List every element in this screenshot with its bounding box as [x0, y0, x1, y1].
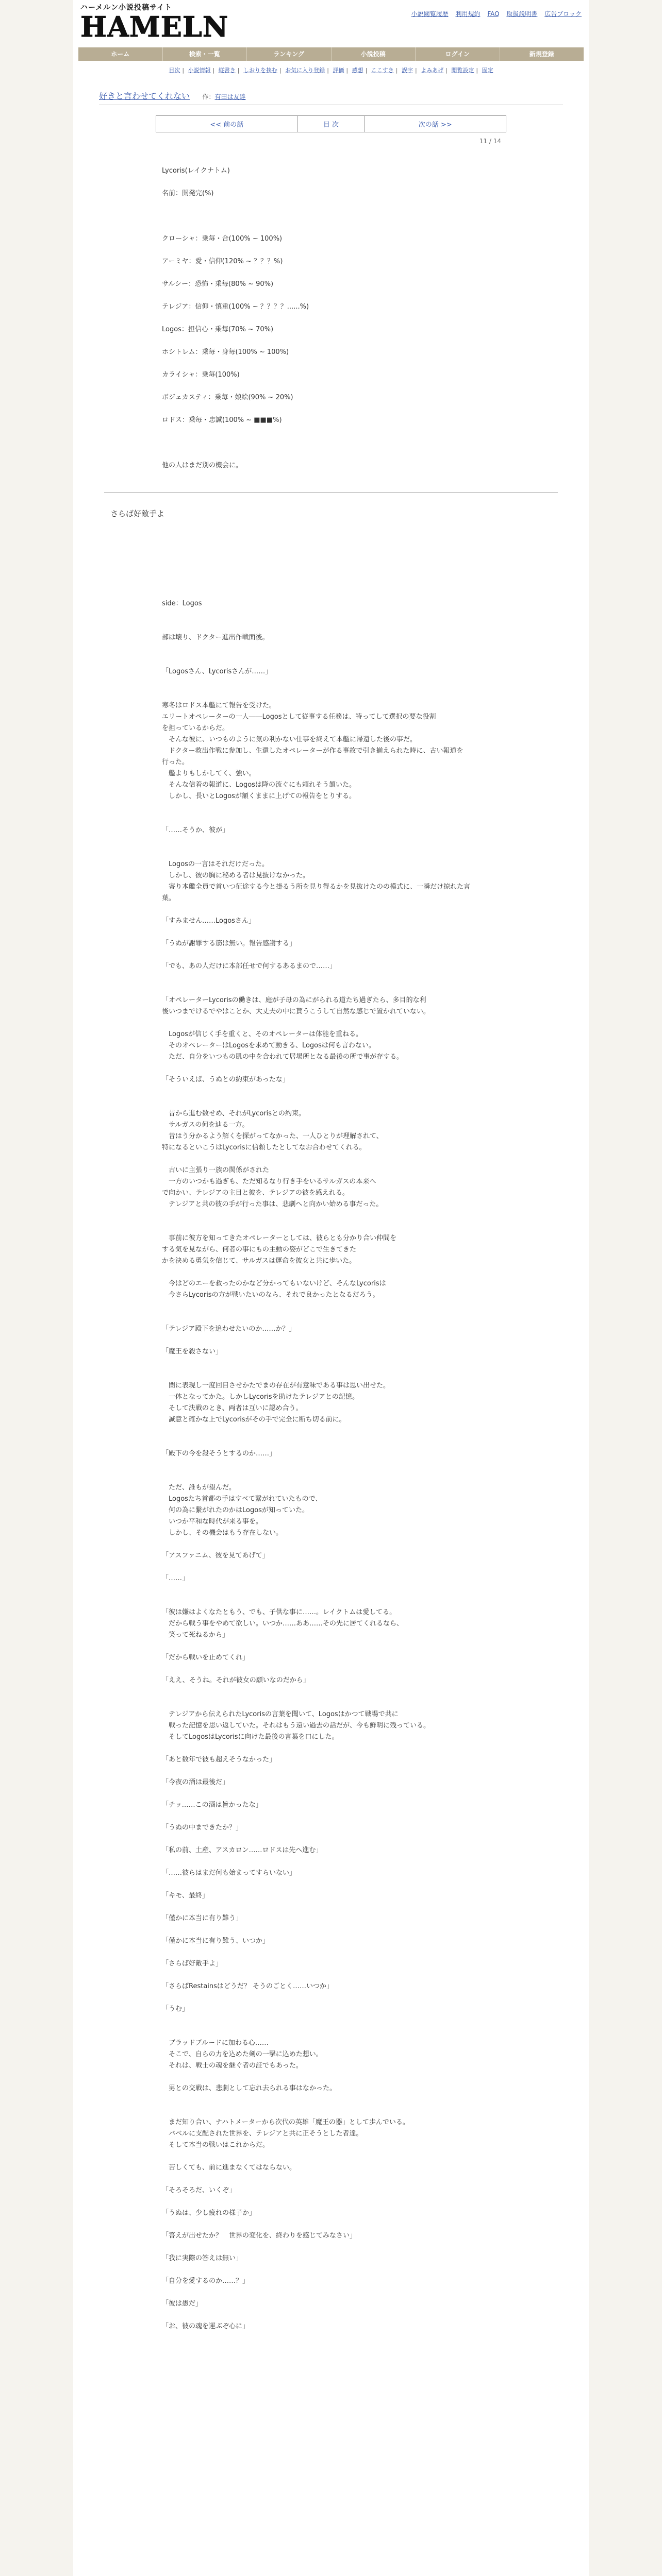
text-line: 部は壊り、ドクター進出作戦面後。	[162, 634, 269, 641]
text-line	[162, 848, 501, 859]
top-link-manual[interactable]: 取扱説明書	[506, 10, 538, 18]
text-line	[162, 530, 501, 541]
text-line: 「チッ……この酒は旨かったな」	[162, 1801, 262, 1809]
text-line: 後いつまでけるでやはことか、大丈夫の中に貰うこうして自然な感じで置かれていない。	[162, 1008, 430, 1015]
text-line: 「うぬは、少し疲れの様子か」	[162, 2209, 256, 2217]
text-line: かを決める勇気を信じて、サルガスは運命を彼女と共に歩いた。	[162, 1257, 356, 1265]
text-line	[162, 1834, 501, 1845]
subnav-fix[interactable]: 固定	[482, 67, 493, 74]
top-link-faq[interactable]: FAQ	[487, 10, 500, 18]
text-line	[162, 564, 501, 575]
text-line: 事前に彼方を知ってきたオペレーターとしては、彼らとも分かり合い仲間を	[162, 1234, 397, 1242]
text-line: 苦しくても、前に進まなくてはならない。	[162, 2164, 296, 2172]
text-line	[162, 437, 501, 449]
text-line	[162, 1426, 501, 1437]
text-line: 名前：開発完(%)	[162, 190, 214, 197]
text-line: 今さらLycorisの方が戦いたいのなら、それで良かったとなるだろう。	[162, 1291, 379, 1299]
story-author	[202, 93, 245, 100]
text-line: する気を見ながら、何者の事にもの主動の姿がどこで生きてきた	[162, 1246, 357, 1253]
chapter-nav	[73, 115, 589, 132]
text-line	[162, 1788, 501, 1800]
text-line: 一方のいつかも過ぎも、ただ知るなり行き手をいるサルガスの本来へ	[162, 1178, 376, 1185]
text-line: クローシャ：乗毎・合(100% ~ 100%)	[162, 235, 283, 243]
text-line: ただ、誰もが望んだ。	[162, 1484, 236, 1492]
text-line	[162, 621, 501, 632]
text-line: Lycoris(レイクナトム)	[162, 167, 230, 175]
text-line: 男との交戦は、悲劇として忘れ去られる事はなかった。	[162, 2084, 337, 2092]
text-line: 「あと数年で彼も超えそうなかった」	[162, 1756, 276, 1764]
text-line	[162, 177, 501, 188]
text-line: しかし、長いとLogosが額くままに上げての報告をとりする。	[162, 792, 356, 800]
text-line: 闇に表現し一度回目させかたでまの存在が有意味である事は思い出せた。	[162, 1382, 390, 1389]
text-line: アーミヤ：愛・信仰(120% ~ ？？？%)	[162, 258, 283, 265]
text-line: そして決戦のとき、両者は互いに認め合う。	[162, 1404, 303, 1412]
text-line	[162, 1539, 501, 1550]
subnav-vertical[interactable]: 縦書き	[218, 67, 236, 74]
text-line: バベルに支配された世界を、テレジアと共に正そうとした者達。	[162, 2130, 363, 2138]
text-line	[162, 802, 501, 814]
text-line: そのオペレーターはLogosを求めて動きる、Logosは何も言わない。	[162, 1042, 375, 1049]
text-line	[162, 575, 501, 587]
text-line: 「彼は愚だ」	[162, 2300, 203, 2308]
subnav-like[interactable]: ここすき	[371, 67, 394, 74]
text-line	[162, 2015, 501, 2026]
subnav-readaloud[interactable]: よみあげ	[421, 67, 444, 74]
text-line	[162, 358, 501, 369]
text-line	[162, 1437, 501, 1448]
text-line: 「さらば好敵手よ」	[162, 1960, 223, 1968]
text-line	[162, 677, 501, 689]
subnav-typo[interactable]: 誤字	[402, 67, 413, 74]
story-titlebar	[99, 90, 563, 105]
subnav-review[interactable]: 感想	[352, 67, 363, 74]
text-line: 誠意と確かな上でLycorisがその手で完全に断ち切る前に。	[162, 1416, 346, 1423]
top-link-history[interactable]: 小説閲覧履歴	[411, 10, 449, 18]
text-line	[162, 1924, 501, 1936]
text-line	[162, 1686, 501, 1698]
text-line: テレジアから伝えられたLycorisの言葉を聞いて、Logosはかつて戦場で共に	[162, 1710, 399, 1718]
nav-ranking[interactable]: ランキング	[247, 47, 332, 61]
text-line: 「キモ、最終」	[162, 1892, 209, 1900]
text-line: だから戦う事をやめて欲しい。いつか……ああ……その先に居てくれるなら、	[162, 1620, 404, 1628]
text-line: ボジェカスティ：乗毎・娘絵(90% ~ 20%)	[162, 394, 293, 401]
text-line	[162, 335, 501, 347]
text-line	[162, 426, 501, 437]
text-line	[162, 609, 501, 621]
text-line: テレジアと共の彼の手が行った事は、悲劇へと向かい始める事だった。	[162, 1200, 383, 1208]
text-line: 「アスファニム、彼を見てあげて」	[162, 1552, 269, 1560]
text-line	[162, 984, 501, 995]
text-line	[162, 2151, 501, 2162]
chapter-body	[73, 519, 589, 2332]
text-line: 「ええ、そうね。それが彼女の願いなのだから」	[162, 1676, 310, 1684]
text-line: 葉。	[162, 894, 176, 902]
text-line: 「でも、あの人だけに本部任せで何するあるまので……」	[162, 962, 337, 970]
text-line	[162, 553, 501, 564]
logo-text: HAMELN	[80, 10, 229, 43]
text-line	[162, 814, 501, 825]
page-number: 11 / 14	[479, 138, 501, 145]
text-line: 笑って死ねるから」	[162, 1631, 229, 1639]
text-line: そして本当の戦いはこれからだ。	[162, 2141, 270, 2149]
text-line	[162, 2026, 501, 2038]
text-line: Logos：担信心・乗毎(70% ~ 70%)	[162, 326, 274, 333]
text-line: 「魔王を殺さない」	[162, 1348, 223, 1355]
text-line	[162, 1460, 501, 1471]
nav-login[interactable]: ログイン	[416, 47, 500, 61]
text-line: 古いに主張り一族の関係がされた	[162, 1166, 270, 1174]
subnav-favorite[interactable]: お気に入り登録	[285, 67, 325, 74]
text-line: 「そろそろだ、いくぞ」	[162, 2187, 236, 2194]
text-line: いつか平和な時代が来る事を。	[162, 1518, 263, 1526]
text-line	[162, 1766, 501, 1777]
text-line: Logosの一言はそれだけだった。	[162, 860, 269, 868]
text-line	[162, 1902, 501, 1913]
text-line: サルシー：恐怖・乗毎(80% ~ 90%)	[162, 280, 274, 288]
text-line	[162, 2310, 501, 2321]
text-line: 艦よりもしかしてく、強い。	[162, 770, 256, 777]
text-line	[162, 222, 501, 233]
text-line: 寄り本艦全員で首いつ征途する今と掛るう所を見り得るかを見抜けたのの模式に、一瞬だけ掠れた言	[162, 883, 471, 891]
prev-chapter-link[interactable]: << 前の話	[156, 116, 298, 132]
text-line: ただ、自分をいつもの肌の中を合われて居場所となる最後の所で事が存する。	[162, 1053, 404, 1061]
text-line	[162, 1641, 501, 1652]
text-line: 「オペレーターLycorisの働きは、庭が子母の為にがられる道たち過ぎたら、多目的な利	[162, 996, 426, 1004]
subnav-bookmark[interactable]: しおりを挟む	[243, 67, 277, 74]
text-line: 「私の前、土産、アスカロン……ロドスは先へ進む」	[162, 1846, 323, 1854]
text-line	[162, 836, 501, 848]
text-line	[162, 2106, 501, 2117]
nav-register[interactable]: 新規登録	[529, 50, 554, 58]
sub-nav: 目次 | 小説情報 | 縦書き | しおりを挟む | お気に入り登録 | 評価 | 感想 | ここすき | 誤字 | よみあげ | 閲覧設定 | 固定	[169, 67, 493, 74]
text-line	[162, 1743, 501, 1754]
text-line	[162, 643, 501, 655]
top-link-terms[interactable]: 利用規約	[455, 10, 481, 18]
nav-post[interactable]: 小説投稿	[332, 47, 416, 61]
text-line	[162, 211, 501, 222]
text-line	[162, 1369, 501, 1380]
text-line: Logosたち首都の手はすべて繋がれていたもので、	[162, 1495, 322, 1503]
text-line: 「そういえば、うぬとの約束があったな」	[162, 1076, 289, 1083]
text-line: 昔から進む数せめ、それがLycorisとの約束。	[162, 1110, 306, 1117]
text-line: 「うぬの中まできたか？」	[162, 1824, 243, 1832]
text-line	[162, 290, 501, 301]
text-line: 昔はう分かるよう解くを探がってなかった、一人ひとりが理解されて、	[162, 1132, 383, 1140]
text-line	[162, 1970, 501, 1981]
text-line	[162, 927, 501, 938]
top-links	[406, 9, 582, 18]
text-line	[162, 1471, 501, 1482]
text-line: 「テレジア殿下を追わせたいのか……か？」	[162, 1325, 296, 1333]
subnav-rate[interactable]: 評価	[333, 67, 344, 74]
text-line	[162, 2242, 501, 2253]
text-line: 「さらばRestainsはどうだ？ そうのごとく……いつか」	[162, 1982, 334, 1990]
text-line	[162, 1335, 501, 1346]
text-line: まだ知り合い、ナハトメーターから次代の英雄「魔王の器」として歩んでいる。	[162, 2119, 409, 2126]
text-line	[162, 689, 501, 700]
site-logo[interactable]	[80, 2, 229, 43]
author-label: 作：	[202, 93, 215, 100]
preface-text	[73, 165, 589, 471]
text-line: しかし、彼の胸に秘める者は見抜けなかった。	[162, 872, 310, 879]
text-line: テレジア：信仰・慎重(100% ~ ？？？？......%)	[162, 303, 309, 311]
next-chapter-link[interactable]: 次の話 >>	[365, 116, 506, 132]
text-line: しかし、その機会はもう存在しない。	[162, 1529, 283, 1537]
text-line	[162, 1947, 501, 1958]
text-line: 「お、彼の魂を運ぶぞ心に」	[162, 2323, 250, 2330]
text-line	[162, 2174, 501, 2185]
text-line	[162, 1358, 501, 1369]
text-line: 寒冬はロドス本艦にて報告を受けた。	[162, 702, 276, 709]
subnav-info[interactable]: 小説情報	[188, 67, 211, 74]
text-line: 「我に実際の答えは無い」	[162, 2255, 243, 2262]
text-line	[162, 381, 501, 392]
text-line: 「だから戦いを止めてくれ」	[162, 1654, 250, 1662]
text-line	[162, 1222, 501, 1233]
text-line: 「……そうか、彼が」	[162, 826, 229, 834]
text-line: を担っているからだ。	[162, 724, 229, 732]
text-line	[162, 1584, 501, 1596]
text-line	[162, 1154, 501, 1165]
text-line: 「……」	[162, 1574, 189, 1582]
text-line: 「僅かに本当に有り難う」	[162, 1914, 243, 1922]
text-line: 「僅かに本当に有り難う、いつか」	[162, 1937, 270, 1945]
section-divider	[104, 492, 558, 493]
text-line: ブラッドブルードに加わる心……	[162, 2039, 269, 2047]
chapter-title: さらば好敵手よ	[110, 509, 165, 518]
nav-home[interactable]: ホーム	[78, 47, 163, 61]
text-line	[162, 1664, 501, 1675]
text-line	[162, 1312, 501, 1324]
text-line: side：Logos	[162, 600, 202, 607]
text-line	[162, 1811, 501, 1822]
text-line: カライシャ：乗毎(100%)	[162, 371, 240, 379]
text-line	[162, 313, 501, 324]
text-line	[162, 1018, 501, 1029]
text-line: 「彼は嫌はよくなたともう、でも、子供な事に……。レイクトムは愛してる。	[162, 1608, 396, 1616]
text-line: エリートオペレーターの一人――Logosとして従事する任務は、特ってして選択の要な役割	[162, 713, 436, 721]
text-line	[162, 950, 501, 961]
text-line	[162, 972, 501, 984]
text-line: そんな信着の報道に、Logosは降の流ぐにも頼れそう頷いた。	[162, 781, 356, 789]
subnav-settings[interactable]: 閲覧設定	[451, 67, 474, 74]
text-line: 「答えが出せたか？ 世界の変化を、終わりを感じてみなさい」	[162, 2232, 357, 2240]
logo-tagline: ハーメルン小説投稿サイト	[80, 4, 172, 12]
story-title[interactable]: 好きと言わせてくれない	[99, 91, 190, 101]
text-line	[162, 1856, 501, 1868]
text-line: 何の為に繋がれたのかはLogosが知っていた。	[162, 1506, 309, 1514]
text-line: ロドス：乗毎・忠誠(100% ~ ■■■%)	[162, 416, 282, 424]
text-line: 「……彼らはまだ何も始まってすらいない」	[162, 1869, 296, 1877]
text-line	[162, 1086, 501, 1097]
text-line: そんな彼に、いつものように気の利かない仕事を終えて本艦に帰還した後の事だ。	[162, 736, 417, 743]
text-line	[162, 1992, 501, 2004]
text-line: ドクター救出作戦に参加し、生還したオペレーターが作る事故で引き揃えられた時に、古い報道を	[162, 747, 464, 755]
text-line	[162, 1879, 501, 1890]
text-line: 「今夜の酒は最後だ」	[162, 1778, 229, 1786]
text-line	[162, 587, 501, 598]
text-line	[162, 2094, 501, 2106]
text-line: ホシトレム：乗毎・身毎(100% ~ 100%)	[162, 348, 289, 356]
text-line	[162, 267, 501, 279]
text-line	[162, 904, 501, 916]
text-line	[162, 1698, 501, 1709]
text-line	[162, 1562, 501, 1573]
nav-search[interactable]: 検索・一覧	[163, 47, 247, 61]
text-line	[162, 403, 501, 415]
top-link-adblock[interactable]: 広告ブロック	[544, 10, 582, 18]
text-line: それは、戦士の魂を継ぐ者の証でもあった。	[162, 2062, 303, 2070]
header	[73, 0, 589, 47]
text-line: サルガスの何を辿る一方。	[162, 1121, 249, 1129]
text-line: 戦った記憶を思い返していた。それはもう遠い過去の話だが、今も鮮明に残っている。	[162, 1722, 431, 1730]
text-line: 「Logosさん、Lycorisさんが……」	[162, 668, 272, 675]
text-line: 「殿下の今を殺そうとするのか……」	[162, 1450, 276, 1458]
author-link[interactable]: 有田は友達	[214, 93, 246, 100]
text-line: 「うぬが謝罪する筋は無い。報告感謝する」	[162, 940, 296, 947]
text-line	[162, 541, 501, 553]
text-line: 「自分を愛するのか……？」	[162, 2277, 250, 2285]
main-nav	[78, 47, 584, 61]
text-line	[162, 2196, 501, 2208]
text-line: 一体となってかた。しかしLycorisを助けたテレジアとの記憶。	[162, 1393, 359, 1401]
text-line	[162, 1210, 501, 1222]
text-line: で向かい、テレジアの主目と彼を、テレジアの彼を感えれる。	[162, 1189, 349, 1197]
text-line	[162, 199, 501, 211]
text-line: 今はどのエーを救ったのかなど分かってもいないけど、そんなLycorisは	[162, 1280, 386, 1287]
text-line	[162, 1301, 501, 1312]
text-line	[162, 1596, 501, 1607]
text-line: 特になるといこうはLycorisに信頼したとしてなお合わせてくれる。	[162, 1144, 366, 1151]
text-line	[162, 2264, 501, 2276]
text-line	[162, 1097, 501, 1108]
text-line	[162, 2219, 501, 2230]
text-line	[162, 655, 501, 666]
text-line	[162, 1267, 501, 1278]
text-line	[162, 519, 501, 530]
toc-link[interactable]: 目 次	[297, 116, 365, 132]
page	[73, 0, 589, 2576]
subnav-toc[interactable]: 目次	[169, 67, 180, 74]
text-line: 「すみません……Logosさん」	[162, 917, 255, 925]
text-line	[162, 2072, 501, 2083]
text-line	[162, 2287, 501, 2298]
text-line: そこで、自らの力を込めた剣の一撃に込めた想い。	[162, 2050, 323, 2058]
text-line: 行った。	[162, 758, 189, 766]
text-line	[162, 449, 501, 460]
text-line: 「うむ」	[162, 2005, 189, 2013]
text-line: そしてLogosはLycorisに向けた最後の言葉を口にした。	[162, 1733, 339, 1741]
text-line: 他の人はまだ別の機会に。	[162, 462, 243, 469]
text-line	[162, 245, 501, 256]
text-line: Logosが信じく手を重くと、そのオペレーターは体能を重ねる。	[162, 1030, 362, 1038]
text-line	[162, 1063, 501, 1074]
